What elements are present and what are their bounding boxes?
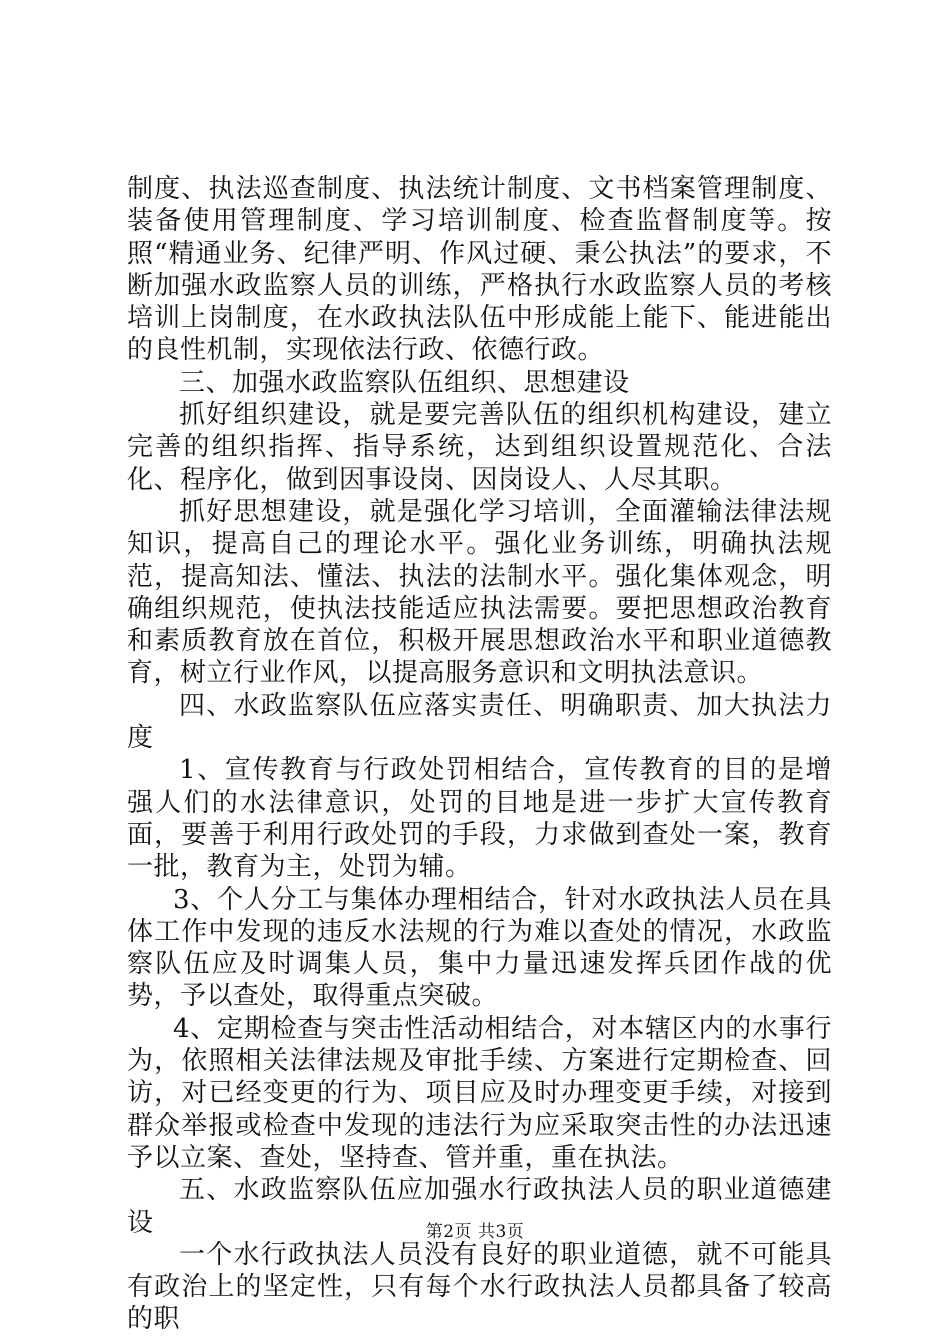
section-heading-5: 五、水政监察队伍应加强水行政执法人员的职业道德建设: [127, 1175, 832, 1238]
section-heading-4: 四、水政监察队伍应落实责任、明确职责、加大执法力度: [127, 690, 832, 754]
paragraph-item-1: 1、宣传教育与行政处罚相结合，宣传教育的目的是增强人们的水法律意识，处罚的目地是进一步扩大宣传教育面，要善于利用行政处罚的手段，力求做到查处一案，教育一批，教育为主，处罚为辅。: [127, 755, 832, 883]
paragraph-ideology: 抓好思想建设，就是强化学习培训，全面灌输法律法规知识，提高自己的理论水平。强化业务训练，明确执法规范，提高知法、懂法、执法的法制水平。强化集体观念，明确组织规范，使执法技能适应执法需要。要把思想政治教育和素质教育放在首位，积极开展思想政治水平和职业道德教育，树立行业作风，以提高服务意识和文明执法意识。: [127, 496, 832, 689]
paragraph-ethics: 一个水行政执法人员没有良好的职业道德，就不可能具有政治上的坚定性，只有每个水行政执法人员都具备了较高的职: [127, 1239, 832, 1335]
paragraph-item-3: 3、个人分工与集体办理相结合，针对水政执法人员在具体工作中发现的违反水法规的行为难以查处的情况，水政监察队伍应及时调集人员，集中力量迅速发挥兵团作战的优势，予以查处，取得重点突破。: [127, 884, 832, 1012]
document-body: [127, 173, 832, 1336]
page-number-footer: 第2页 共3页: [425, 1222, 525, 1242]
paragraph-organization: 抓好组织建设，就是要完善队伍的组织机构建设，建立完善的组织指挥、指导系统，达到组织设置规范化、合法化、程序化，做到因事设岗、因岗设人、人尽其职。: [127, 400, 832, 495]
section-heading-3: 三、加强水政监察队伍组织、思想建设: [179, 367, 630, 398]
paragraph-item-4: 4、定期检查与突击性活动相结合，对本辖区内的水事行为，依照相关法律法规及审批手续、方案进行定期检查、回访，对已经变更的行为、项目应及时办理变更手续，对接到群众举报或检查中发现的违法行为应采取突击性的办法迅速予以立案、查处，坚持查、管并重，重在执法。: [127, 1013, 832, 1173]
paragraph-continuation: 制度、执法巡查制度、执法统计制度、文书档案管理制度、装备使用管理制度、学习培训制度、检查监督制度等。按照“精通业务、纪律严明、作风过硬、秉公执法”的要求，不断加强水政监察人员的训练，严格执行水政监察人员的考核培训上岗制度，在水政执法队伍中形成能上能下、能进能出的良性机制，实现依法行政、依德行政。: [127, 174, 832, 366]
